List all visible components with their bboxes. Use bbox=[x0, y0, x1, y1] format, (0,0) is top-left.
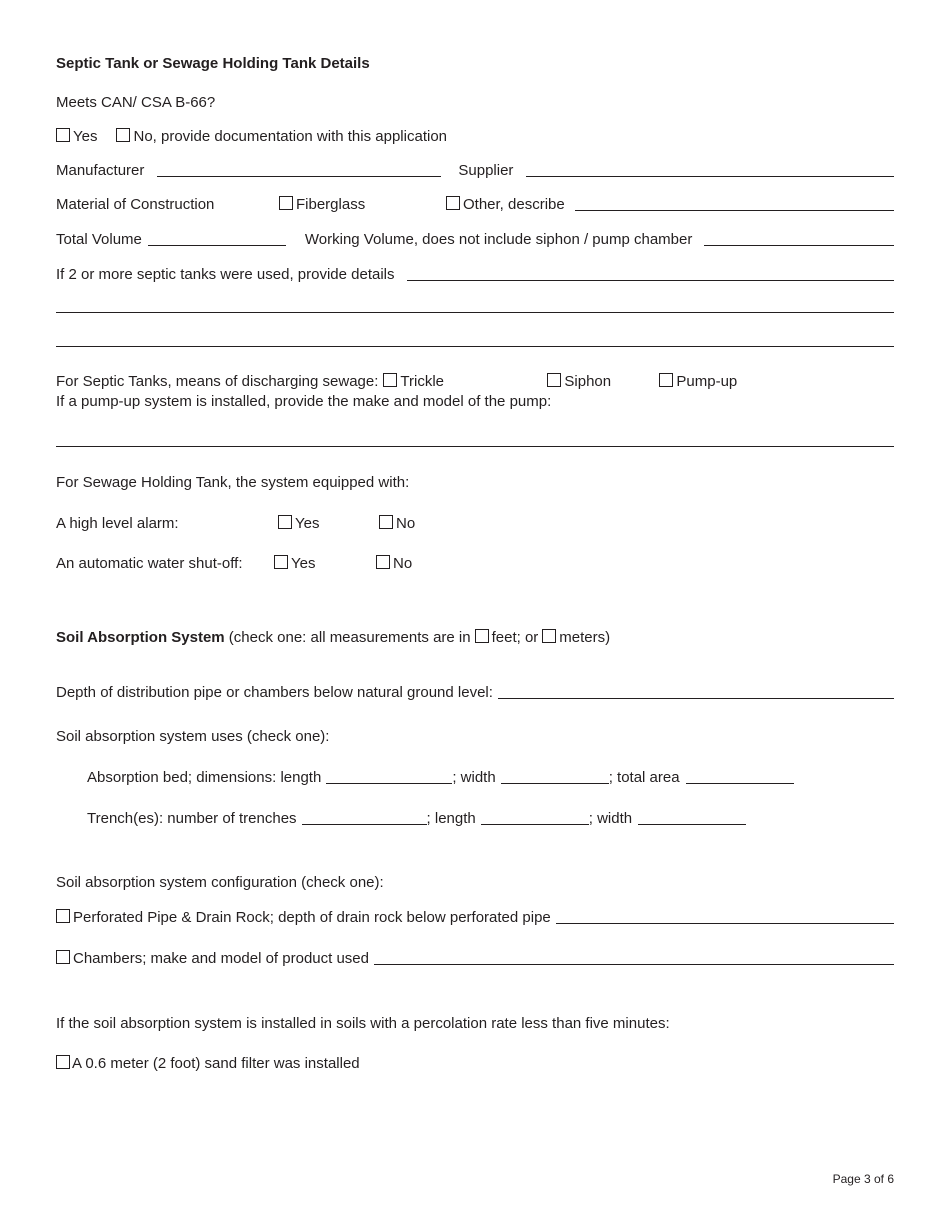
trench-length-field[interactable] bbox=[481, 810, 589, 825]
shutoff-label: An automatic water shut-off: bbox=[56, 555, 243, 572]
septic-heading-row bbox=[56, 52, 894, 72]
depth-field[interactable] bbox=[498, 684, 894, 699]
meets-question-row bbox=[56, 91, 894, 111]
bed-label: Absorption bed; dimensions: length bbox=[87, 769, 322, 786]
holding-label: For Sewage Holding Tank, the system equipped with: bbox=[56, 474, 410, 491]
bed-row bbox=[87, 766, 894, 786]
material-fiberglass-option[interactable] bbox=[279, 196, 446, 213]
meets-no-option[interactable] bbox=[116, 128, 447, 145]
alarm-label: A high level alarm: bbox=[56, 515, 179, 532]
unit-meters-checkbox[interactable] bbox=[542, 629, 556, 643]
alarm-no-option[interactable] bbox=[379, 515, 415, 532]
meets-question: Meets CAN/ CSA B-66? bbox=[56, 94, 216, 111]
trench-width-field[interactable] bbox=[638, 810, 746, 825]
shutoff-yes-label: Yes bbox=[291, 555, 316, 572]
discharge-siphon-checkbox[interactable] bbox=[547, 373, 561, 387]
discharge-pumpup-option[interactable] bbox=[659, 373, 737, 390]
trench-length-label: ; length bbox=[426, 810, 476, 827]
uses-label: Soil absorption system uses (check one): bbox=[56, 728, 330, 745]
alarm-yes-option[interactable] bbox=[278, 515, 379, 532]
multi-tanks-line-3[interactable] bbox=[56, 346, 894, 347]
pump-model-label: If a pump-up system is installed, provide the make and model of the pump: bbox=[56, 393, 552, 410]
chambers-model-field[interactable] bbox=[374, 950, 894, 965]
depth-label: Depth of distribution pipe or chambers below natural ground level: bbox=[56, 684, 493, 701]
meets-yes-checkbox[interactable] bbox=[56, 128, 70, 142]
unit-feet-checkbox[interactable] bbox=[475, 629, 489, 643]
trench-number-field[interactable] bbox=[302, 810, 427, 825]
config-perforated-label: Perforated Pipe & Drain Rock; depth of drain rock below perforated pipe bbox=[73, 909, 551, 926]
soil-heading-note: (check one: all measurements are in bbox=[224, 629, 471, 646]
config-row bbox=[56, 871, 894, 891]
discharge-trickle-checkbox[interactable] bbox=[383, 373, 397, 387]
discharge-row bbox=[56, 370, 894, 390]
supplier-label: Supplier bbox=[458, 162, 514, 179]
volume-row bbox=[56, 228, 894, 248]
uses-row bbox=[56, 725, 894, 745]
soil-heading-row bbox=[56, 626, 894, 646]
soil-heading: Soil Absorption System bbox=[56, 629, 225, 646]
bed-area-label: ; total area bbox=[608, 769, 680, 786]
trench-row bbox=[87, 807, 894, 827]
holding-row bbox=[56, 471, 894, 491]
supplier-field[interactable] bbox=[526, 162, 894, 177]
discharge-trickle-label: Trickle bbox=[400, 373, 444, 390]
material-label: Material of Construction bbox=[56, 196, 215, 213]
material-other-field[interactable] bbox=[575, 196, 894, 211]
working-volume-label: Working Volume, does not include siphon / pump chamber bbox=[304, 231, 693, 248]
alarm-no-checkbox[interactable] bbox=[379, 515, 393, 529]
manufacturer-field[interactable] bbox=[157, 162, 441, 177]
multi-tanks-row bbox=[56, 263, 894, 283]
manufacturer-label: Manufacturer bbox=[56, 162, 145, 179]
sand-filter-label: A 0.6 meter (2 foot) sand filter was installed bbox=[72, 1055, 360, 1072]
shutoff-no-checkbox[interactable] bbox=[376, 555, 390, 569]
total-volume-label: Total Volume bbox=[56, 231, 142, 248]
depth-row bbox=[56, 681, 894, 701]
discharge-trickle-option[interactable] bbox=[383, 373, 547, 390]
sand-filter-row bbox=[56, 1052, 894, 1072]
trench-label: Trench(es): number of trenches bbox=[87, 810, 297, 827]
discharge-label: For Septic Tanks, means of discharging sewage: bbox=[56, 373, 379, 390]
meets-yes-label: Yes bbox=[73, 128, 98, 145]
shutoff-row bbox=[56, 552, 894, 572]
perforated-row bbox=[56, 906, 894, 926]
shutoff-no-option[interactable] bbox=[376, 555, 412, 572]
config-perforated-option[interactable] bbox=[56, 909, 551, 926]
material-other-label: Other, describe bbox=[463, 196, 565, 213]
bed-length-field[interactable] bbox=[326, 769, 452, 784]
discharge-pumpup-checkbox[interactable] bbox=[659, 373, 673, 387]
material-fiberglass-checkbox[interactable] bbox=[279, 196, 293, 210]
meets-no-label: No, provide documentation with this application bbox=[133, 128, 447, 145]
bed-width-field[interactable] bbox=[501, 769, 609, 784]
unit-feet-option[interactable] bbox=[475, 629, 539, 646]
discharge-pumpup-label: Pump-up bbox=[676, 373, 738, 390]
material-fiberglass-label: Fiberglass bbox=[296, 196, 366, 213]
total-volume-field[interactable] bbox=[148, 231, 286, 246]
bed-width-label: ; width bbox=[452, 769, 496, 786]
shutoff-no-label: No bbox=[393, 555, 413, 572]
manufacturer-row bbox=[56, 159, 894, 179]
perc-row bbox=[56, 1012, 894, 1032]
meets-options-row bbox=[56, 125, 894, 145]
meets-no-checkbox[interactable] bbox=[116, 128, 130, 142]
material-other-checkbox[interactable] bbox=[446, 196, 460, 210]
pump-model-field[interactable] bbox=[56, 446, 894, 447]
discharge-siphon-option[interactable] bbox=[547, 373, 659, 390]
unit-meters-option[interactable] bbox=[542, 629, 610, 646]
config-chambers-checkbox[interactable] bbox=[56, 950, 70, 964]
working-volume-field[interactable] bbox=[704, 231, 894, 246]
sand-filter-checkbox[interactable] bbox=[56, 1055, 70, 1069]
chambers-row bbox=[56, 947, 894, 967]
multi-tanks-line-2[interactable] bbox=[56, 312, 894, 313]
multi-tanks-label: If 2 or more septic tanks were used, provide details bbox=[56, 266, 395, 283]
multi-tanks-field[interactable] bbox=[407, 266, 895, 281]
config-chambers-label: Chambers; make and model of product used bbox=[73, 950, 369, 967]
septic-heading: Septic Tank or Sewage Holding Tank Details bbox=[56, 55, 370, 72]
bed-area-field[interactable] bbox=[686, 769, 794, 784]
discharge-siphon-label: Siphon bbox=[564, 373, 612, 390]
sand-filter-option[interactable] bbox=[56, 1055, 360, 1072]
meets-yes-option[interactable] bbox=[56, 128, 97, 145]
unit-meters-label: meters) bbox=[559, 629, 611, 646]
alarm-yes-checkbox[interactable] bbox=[278, 515, 292, 529]
unit-feet-label: feet; or bbox=[491, 629, 539, 646]
material-row bbox=[56, 193, 894, 213]
alarm-row bbox=[56, 512, 894, 532]
drain-rock-depth-field[interactable] bbox=[556, 909, 894, 924]
alarm-no-label: No bbox=[396, 515, 416, 532]
shutoff-yes-checkbox[interactable] bbox=[274, 555, 288, 569]
config-perforated-checkbox[interactable] bbox=[56, 909, 70, 923]
perc-label: If the soil absorption system is installed in soils with a percolation rate less than five minutes: bbox=[56, 1015, 670, 1032]
page-number: Page 3 of 6 bbox=[832, 1172, 894, 1186]
shutoff-yes-option[interactable] bbox=[274, 555, 376, 572]
config-chambers-option[interactable] bbox=[56, 950, 369, 967]
trench-width-label: ; width bbox=[588, 810, 633, 827]
alarm-yes-label: Yes bbox=[295, 515, 320, 532]
config-label: Soil absorption system configuration (check one): bbox=[56, 874, 384, 891]
material-other-option[interactable] bbox=[446, 196, 565, 213]
pump-model-row bbox=[56, 390, 894, 410]
